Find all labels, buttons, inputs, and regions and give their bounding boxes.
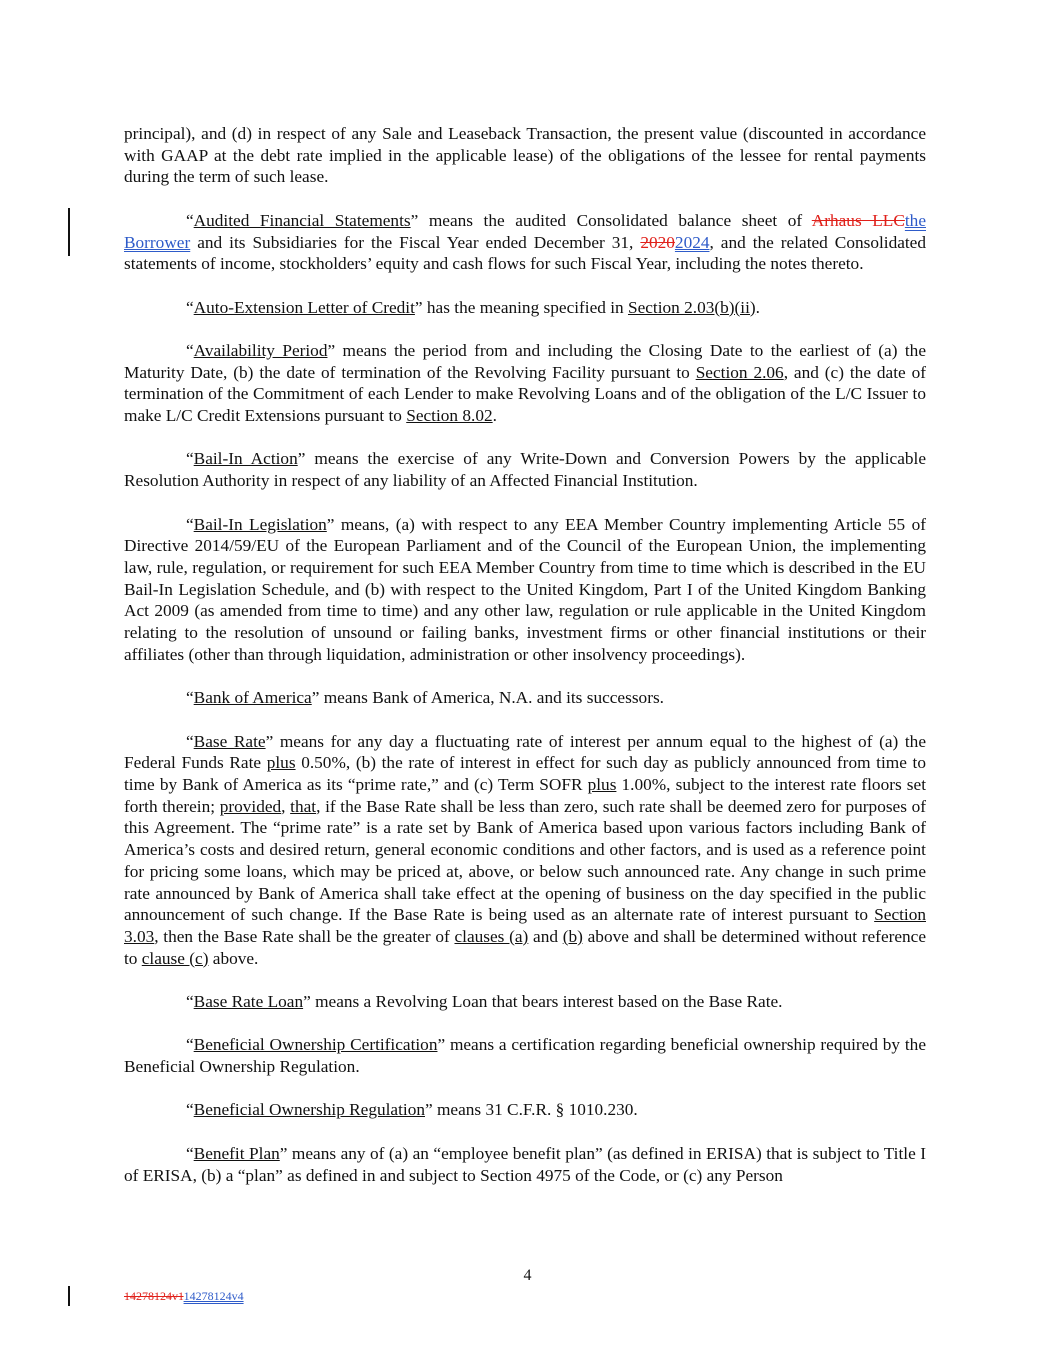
deleted-doc-id: 14278124v1 — [124, 1289, 184, 1303]
defined-term: Base Rate — [193, 731, 266, 751]
defined-term: Bank of America — [193, 688, 312, 708]
definition-beneficial-ownership-certification: “Beneficial Ownership Certification” means a certification regarding beneficial ownership required by the Beneficial Ownership Regulation. — [124, 1035, 926, 1077]
defined-term: Beneficial Ownership Certification — [193, 1035, 438, 1055]
definition-benefit-plan: “Benefit Plan” means any of (a) an “employee benefit plan” (as defined in ERISA) that is subject to Title I of ERISA, (b) a “plan” as defined in and subject to Section 4975 of the Code, or (c) any Person — [124, 1143, 926, 1185]
defined-term: Benefit Plan — [193, 1143, 280, 1163]
definition-audited-financial-statements: “Audited Financial Statements” means the audited Consolidated balance sheet of Arhaus LLCthe Borrower and its Subsidiaries for the Fiscal Year ended December 31, 20202024, and the related Consolidated statements of income, stockholders’ equity and cash flows for such Fiscal Year, including the notes thereto. — [124, 210, 926, 274]
inserted-text: the Borrower — [124, 210, 926, 252]
defined-term: Base Rate Loan — [193, 992, 304, 1011]
clause-reference: clauses (a) — [454, 926, 529, 946]
definition-bail-in-legislation: “Bail-In Legislation” means, (a) with respect to any EEA Member Country implementing Article 55 of Directive 2014/59/EU of the European Parliament and of the Council of the European Union, the implementing law, rule, regulation, or requirement for such EEA Member Country from time to time which is described in the EU Bail-In Legislation Schedule, and (b) with respect to the United Kingdom, Part I of the United Kingdom Banking Act 2009 (as amended from time to time) and any other law, regulation or rule applicable in the United Kingdom relating to the resolution of unsound or failing banks, investment firms or other financial institutions or their affiliates (other than through liquidation, administration or other insolvency proceedings). — [124, 514, 926, 664]
definition-auto-extension-letter-of-credit: “Auto-Extension Letter of Credit” has the meaning specified in Section 2.03(b)(ii). — [186, 297, 760, 317]
underlined-word: plus — [587, 774, 617, 794]
section-reference: Section 2.06 — [695, 362, 784, 382]
section-reference: Section 2.03(b)(ii) — [627, 297, 756, 317]
clause-reference: clause (c) — [141, 948, 209, 968]
definition-availability-period: “Availability Period” means the period from and including the Closing Date to the earliest of (a) the Maturity Date, (b) the date of termination of the Revolving Facility pursuant to Section 2.06, and (c) the date of termination of the Commitment of each Lender to make Revolving Loans and of the obligation of the L/C Issuer to make L/C Credit Extensions pursuant to Section 8.02. — [124, 340, 927, 426]
defined-term: Beneficial Ownership Regulation — [193, 1100, 425, 1120]
underlined-word: plus — [266, 753, 296, 773]
defined-term: Auto-Extension Letter of Credit — [193, 297, 415, 317]
deleted-text: 2020 — [640, 232, 675, 252]
defined-term: Bail-In Action — [193, 449, 298, 469]
defined-term: Availability Period — [193, 340, 328, 360]
intro-paragraph: principal), and (d) in respect of any Sale and Leaseback Transaction, the present value (discounted in accordance with GAAP at the debt rate implied in the applicable lease) of the obligations of the lessee for rental payments during the term of such lease. — [124, 124, 926, 187]
change-bar-audited — [68, 208, 70, 256]
page-number: 4 — [523, 1267, 532, 1284]
section-reference: Section 3.03 — [124, 905, 926, 946]
inserted-doc-id: 14278124v4 — [183, 1289, 244, 1303]
section-reference: Section 8.02 — [406, 406, 493, 426]
defined-term: Audited Financial Statements — [193, 210, 411, 230]
underlined-word: provided — [219, 796, 282, 816]
document-body — [124, 123, 926, 1208]
clause-reference: (b) — [562, 926, 583, 946]
deleted-text: Arhaus LLC — [811, 210, 905, 230]
underlined-word: that — [290, 796, 317, 816]
definition-base-rate-loan: “Base Rate Loan” means a Revolving Loan that bears interest based on the Base Rate. — [186, 992, 783, 1011]
defined-term: Bail-In Legislation — [193, 514, 327, 534]
change-bar-footer — [68, 1286, 70, 1306]
definition-bank-of-america: “Bank of America” means Bank of America, N.A. and its successors. — [186, 688, 664, 708]
definition-base-rate: “Base Rate” means for any day a fluctuating rate of interest per annum equal to the highest of (a) the Federal Funds Rate plus 0.50%, (b) the rate of interest in effect for such day as publicly announced from time to time by Bank of America as its “prime rate,” and (c) Term SOFR plus 1.00%, subject to the interest rate floors set forth therein; provided, that, if the Base Rate shall be less than zero, such rate shall be deemed zero for purposes of this Agreement. The “prime rate” is a rate set by Bank of America based upon various factors including Bank of America’s costs and desired return, general economic conditions and other factors, and is used as a reference point for pricing some loans, which may be priced at, above, or below such announced rate. Any change in such prime rate announced by Bank of America shall take effect at the opening of business on the day specified in the public announcement of such change. If the Base Rate is being used as an alternate rate of interest pursuant to Section 3.03, then the Base Rate shall be the greater of clauses (a) and (b) above and shall be determined without reference to clause (c) above. — [124, 731, 927, 968]
inserted-text: 2024 — [674, 232, 710, 252]
definition-beneficial-ownership-regulation: “Beneficial Ownership Regulation” means 31 C.F.R. § 1010.230. — [186, 1100, 638, 1120]
definition-bail-in-action: “Bail-In Action” means the exercise of any Write-Down and Conversion Powers by the applicable Resolution Authority in respect of any liability of an Affected Financial Institution. — [124, 449, 926, 491]
document-id — [124, 1289, 244, 1304]
